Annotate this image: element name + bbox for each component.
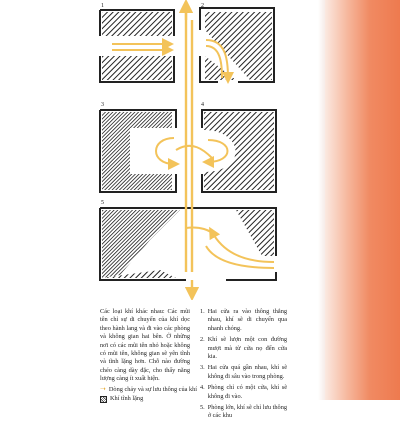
figure-5-room [100, 208, 276, 280]
legend-flow [100, 385, 198, 394]
hatch-swatch-icon [100, 396, 107, 403]
figure-number: 3 [101, 102, 104, 108]
flow-arrow-icon: ➝ [100, 385, 106, 394]
note-number: 5. [200, 404, 205, 412]
note-text: Hai cửa ra vào thông thẳng nhau, khí sẽ di chuyển qua nhanh chóng. [207, 308, 287, 332]
figure-number: 5 [101, 200, 104, 206]
legend-hatch [100, 395, 190, 403]
figure-3-room [100, 110, 176, 192]
list-item [200, 364, 287, 381]
notes-column [200, 308, 287, 424]
note-number: 3. [200, 364, 205, 372]
figure-1-room [100, 10, 174, 82]
list-item [200, 308, 287, 333]
legend-hatch-label: Khí tĩnh lặng [110, 395, 144, 403]
figure-number: 2 [201, 3, 204, 9]
list-item [200, 404, 287, 421]
figure-number: 4 [201, 102, 204, 108]
note-text: Khí sẽ lượn một con đường mượt mà từ cửa nọ đến cửa kia. [207, 336, 287, 361]
note-text: Hai cửa quá gần nhau, khí sẽ không đi sâu vào trong phòng. [207, 364, 287, 380]
list-item [200, 336, 287, 361]
figure-number: 1 [101, 3, 104, 9]
note-number: 4. [200, 384, 205, 392]
note-text: Phòng chỉ có một cửa, khí sẽ không đi vào. [207, 384, 287, 400]
note-number: 2. [200, 336, 205, 344]
list-item [200, 384, 287, 401]
note-text: Phòng lớn, khí sẽ chỉ lưu thông ở các khu [207, 404, 287, 420]
figure-2-room [200, 8, 274, 82]
legend-flow-label: Dòng chảy và sự lưu thông của khí [108, 385, 198, 393]
note-number: 1. [200, 308, 205, 315]
figure-4-room [202, 110, 276, 192]
caption-column [100, 308, 198, 403]
figure-caption: Các loại khí khác nhau: Các mũi tên chỉ sự di chuyển của khí dọc theo hành lang và đi vào các phòng và không gian hai bên. Ở những nơi có các mũi tên nhỏ hoặc không có mũi tên, không gian sẽ yên tĩnh và tĩnh lặng hơn. Chỗ nào đường chéo càng dày đặc, cho thấy năng lượng càng ít xuất hiện. [100, 308, 190, 383]
